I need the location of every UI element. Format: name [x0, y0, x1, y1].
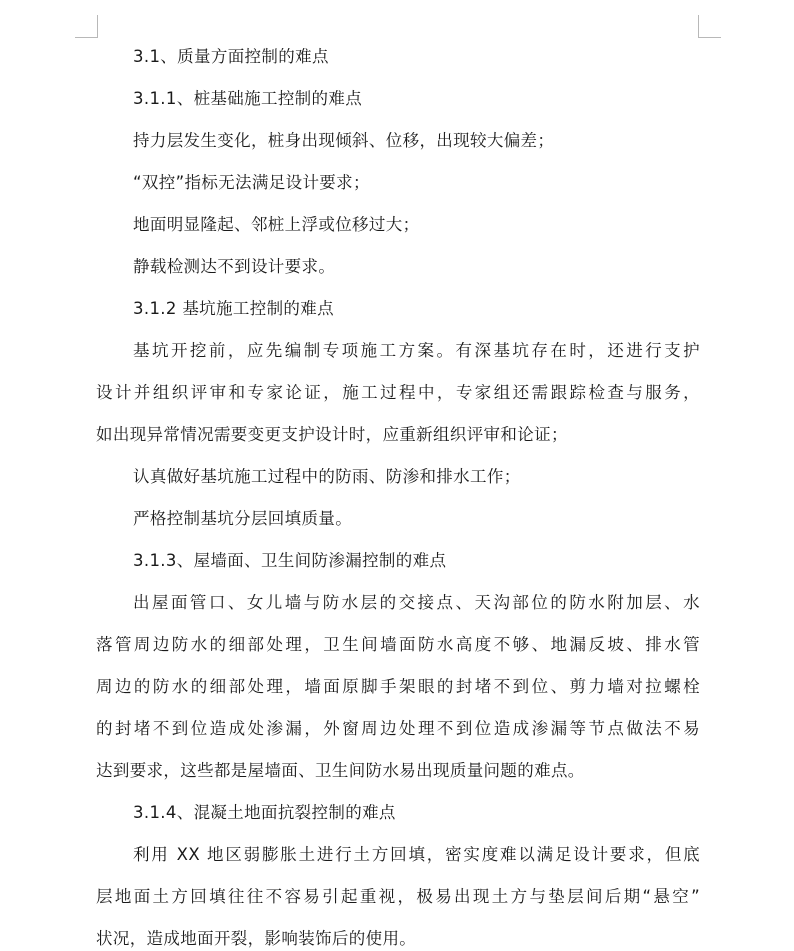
- paragraph-line: 利用 XX 地区弱膨胀土进行土方回填，密实度难以满足设计要求，但底: [133, 845, 700, 864]
- paragraph-line: 达到要求，这些都是屋墙面、卫生间防水易出现质量问题的难点。: [96, 761, 585, 780]
- paragraph-line: 设计并组织评审和专家论证，施工过程中，专家组还需跟踪检查与服务，: [96, 383, 700, 402]
- margin-corner-mark-top-left: [75, 15, 98, 38]
- paragraph-line: 持力层发生变化，桩身出现倾斜、位移，出现较大偏差；: [133, 131, 555, 150]
- subsection-heading: 3.1.1、桩基础施工控制的难点: [133, 89, 363, 108]
- paragraph-line: 地面明显隆起、邻桩上浮或位移过大；: [133, 215, 420, 234]
- paragraph-line: 如出现异常情况需要变更支护设计时，应重新组织评审和论证；: [96, 425, 568, 444]
- subsection-heading: 3.1.4、混凝土地面抗裂控制的难点: [133, 803, 396, 822]
- paragraph-line: 基坑开挖前，应先编制专项施工方案。有深基坑存在时，还进行支护: [133, 341, 700, 360]
- paragraph-line: 状况，造成地面开裂，影响装饰后的使用。: [96, 929, 417, 948]
- paragraph-line: 严格控制基坑分层回填质量。: [133, 509, 353, 528]
- paragraph-line: 层地面土方回填往往不容易引起重视，极易出现土方与垫层间后期“悬空”: [96, 887, 700, 906]
- paragraph-line: 认真做好基坑施工过程中的防雨、防渗和排水工作；: [133, 467, 521, 486]
- paragraph-line: 的封堵不到位造成处渗漏，外窗周边处理不到位造成渗漏等节点做法不易: [96, 719, 700, 738]
- section-heading: 3.1、质量方面控制的难点: [133, 47, 329, 66]
- paragraph-line: 静载检测达不到设计要求。: [133, 257, 336, 276]
- margin-corner-mark-top-right: [698, 15, 721, 38]
- paragraph-line: “双控”指标无法满足设计要求；: [133, 173, 370, 192]
- subsection-heading: 3.1.2 基坑施工控制的难点: [133, 299, 334, 318]
- paragraph-line: 出屋面管口、女儿墙与防水层的交接点、天沟部位的防水附加层、水: [133, 593, 700, 612]
- paragraph-line: 周边的防水的细部处理，墙面原脚手架眼的封堵不到位、剪力墙对拉螺栓: [96, 677, 700, 696]
- paragraph-line: 落管周边防水的细部处理，卫生间墙面防水高度不够、地漏反坡、排水管: [96, 635, 700, 654]
- subsection-heading: 3.1.3、屋墙面、卫生间防渗漏控制的难点: [133, 551, 447, 570]
